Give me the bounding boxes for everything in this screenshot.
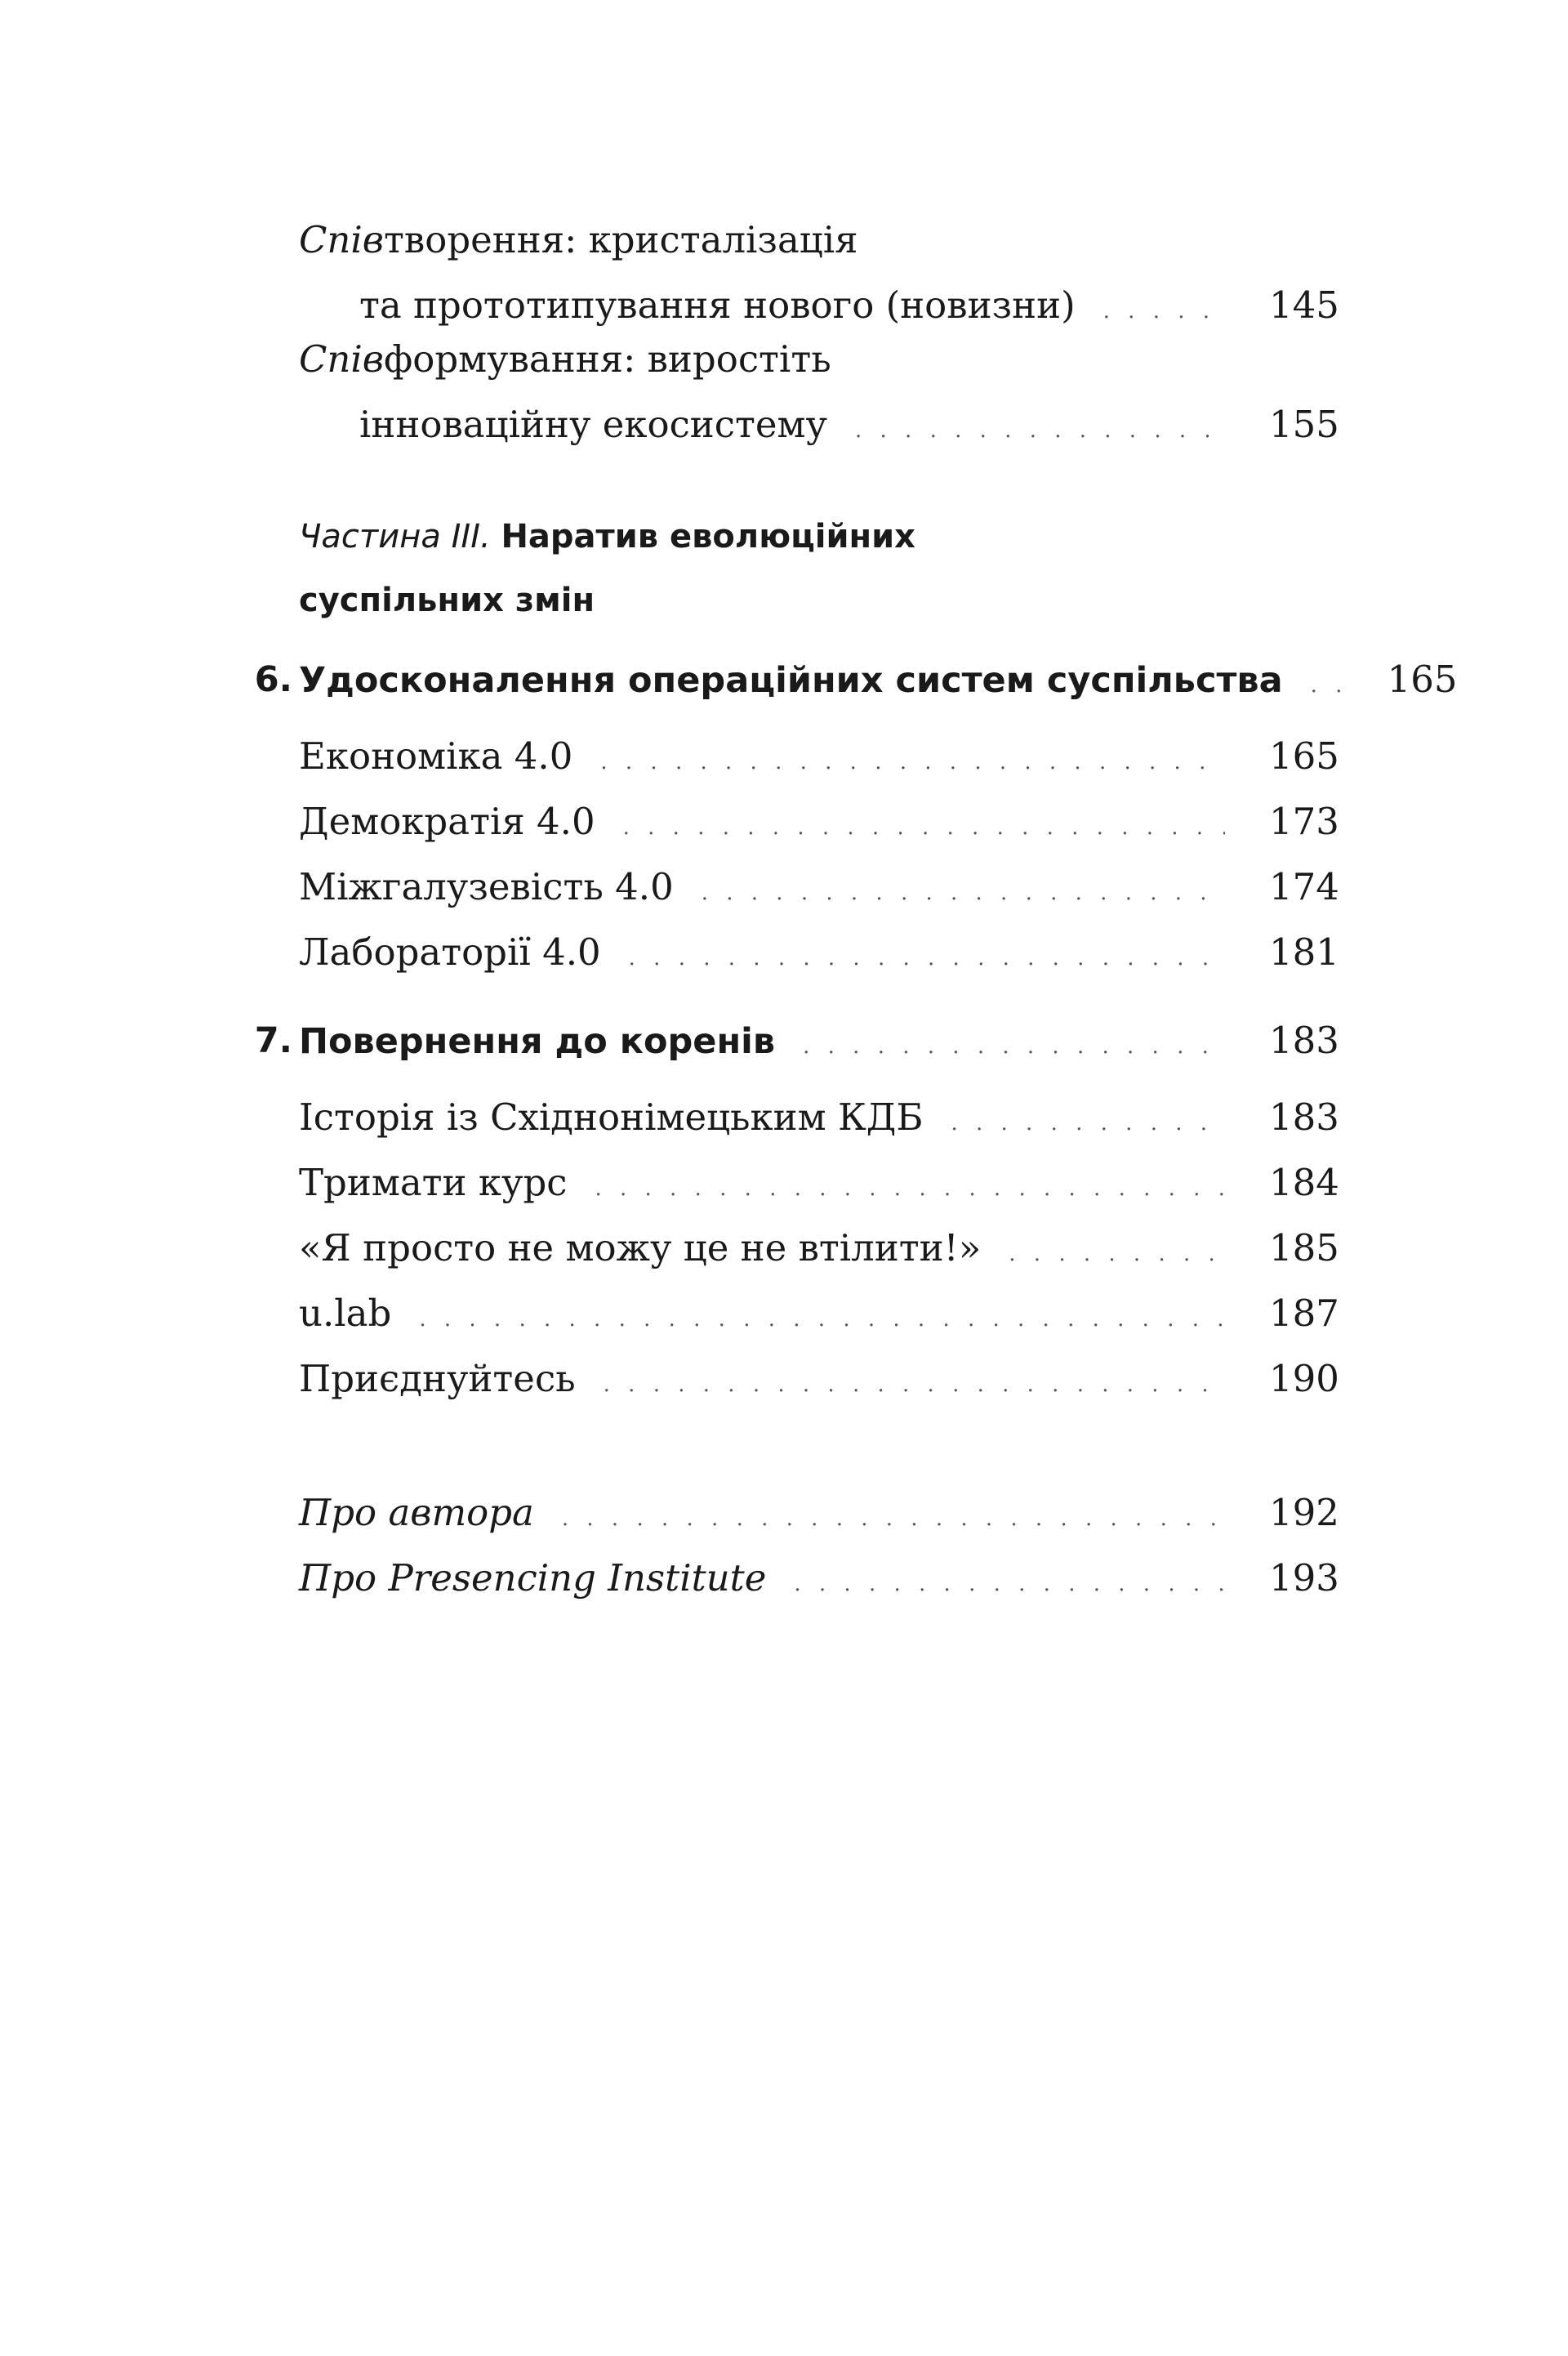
- toc-entry-title: Міжгалузевість 4.0: [299, 865, 674, 908]
- toc-entry-title: Історія із Східнонімецьким КДБ: [299, 1095, 924, 1139]
- toc-entry-title: Про автора: [299, 1491, 534, 1534]
- chapter-number: 6.: [254, 659, 292, 700]
- toc-entry-line: [299, 1008, 1339, 1073]
- toc-entry-coshaping[interactable]: [299, 327, 1339, 457]
- toc-entry-title: Демократія 4.0: [299, 800, 595, 843]
- dot-leader: [1009, 1221, 1225, 1287]
- part-heading-line-1: [299, 505, 1116, 569]
- title-rest: формування: виростіть: [384, 337, 831, 381]
- toc-entry[interactable]: [299, 1085, 1339, 1150]
- dot-leader: [803, 1014, 1225, 1079]
- toc-entry-title: Тримати курс: [299, 1161, 568, 1204]
- toc-entry-about-author[interactable]: [299, 1480, 1339, 1546]
- toc-entry-title: «Я просто не можу це не втілити!»: [299, 1226, 982, 1269]
- italic-prefix: Спів: [299, 337, 384, 381]
- toc-entry-line: [299, 327, 1323, 392]
- toc-entry-title: Приєднуйтесь: [299, 1357, 576, 1400]
- italic-prefix: Спів: [299, 218, 384, 261]
- toc-entry-title: Лабораторії 4.0: [299, 930, 601, 974]
- toc-entry-line: [299, 207, 1323, 273]
- toc-entry-title: [299, 207, 858, 273]
- toc-entry[interactable]: [299, 854, 1339, 920]
- dot-leader: [595, 1156, 1225, 1221]
- part-heading: [299, 505, 1116, 632]
- toc-entry[interactable]: [299, 1150, 1339, 1216]
- toc-entry[interactable]: [299, 1216, 1339, 1281]
- page-number: 190: [1269, 1357, 1339, 1400]
- dot-leader: [855, 398, 1225, 463]
- toc-entry-title: Економіка 4.0: [299, 734, 573, 778]
- page-number: 145: [1269, 283, 1339, 327]
- part-label: Частина III.: [299, 518, 491, 556]
- toc-entry-title-continued: інноваційну екосистему: [359, 403, 827, 446]
- dot-leader: [604, 1352, 1225, 1417]
- page-number: 165: [1269, 734, 1339, 778]
- toc-entry-title: u.lab: [299, 1292, 392, 1335]
- page-number: 192: [1269, 1491, 1339, 1534]
- chapter-title: Удосконалення операційних систем суспільства: [299, 660, 1283, 701]
- page-number: 155: [1269, 403, 1339, 446]
- toc-entry-line: [299, 647, 1458, 712]
- dot-leader: [629, 926, 1225, 991]
- part-title-continued: суспільних змін: [299, 582, 595, 619]
- dot-leader: [794, 1551, 1225, 1617]
- part-title: Наратив еволюційних: [501, 518, 915, 556]
- dot-leader: [702, 860, 1225, 926]
- chapter-number: 7.: [254, 1020, 292, 1061]
- page-number: 173: [1269, 800, 1339, 843]
- title-rest: творення: кристалізація: [384, 218, 858, 261]
- page-number: 181: [1269, 930, 1339, 974]
- dot-leader: [623, 795, 1225, 860]
- page-number: 185: [1269, 1226, 1339, 1269]
- page-number: 165: [1387, 658, 1458, 701]
- toc-entry[interactable]: [299, 920, 1339, 985]
- toc-entry-title: Про Presencing Institute: [299, 1556, 767, 1600]
- toc-chapter-7[interactable]: [254, 1008, 1339, 1073]
- page-number: 184: [1269, 1161, 1339, 1204]
- chapter-title: Повернення до коренів: [299, 1021, 776, 1062]
- toc-entry[interactable]: [299, 724, 1339, 789]
- dot-leader: [419, 1287, 1225, 1352]
- page-number: 174: [1269, 865, 1339, 908]
- page-number: 183: [1269, 1095, 1339, 1139]
- dot-leader: [951, 1091, 1225, 1156]
- page-number: 187: [1269, 1292, 1339, 1335]
- toc-entry-line: [299, 392, 1339, 457]
- dot-leader: [1311, 653, 1343, 718]
- toc-entry[interactable]: [299, 789, 1339, 854]
- dot-leader: [562, 1486, 1225, 1551]
- page-number: 193: [1269, 1556, 1339, 1600]
- toc-entry[interactable]: [299, 1281, 1339, 1346]
- toc-entry-title-continued: та прототипування нового (новизни): [359, 283, 1076, 327]
- dot-leader: [600, 730, 1225, 795]
- page-number: 183: [1269, 1019, 1339, 1062]
- toc-entry-cocreation[interactable]: [299, 207, 1339, 338]
- toc-chapter-6[interactable]: [254, 647, 1458, 712]
- toc-entry-about-institute[interactable]: [299, 1546, 1339, 1611]
- toc-entry-title: [299, 327, 831, 392]
- toc-entry[interactable]: [299, 1346, 1339, 1412]
